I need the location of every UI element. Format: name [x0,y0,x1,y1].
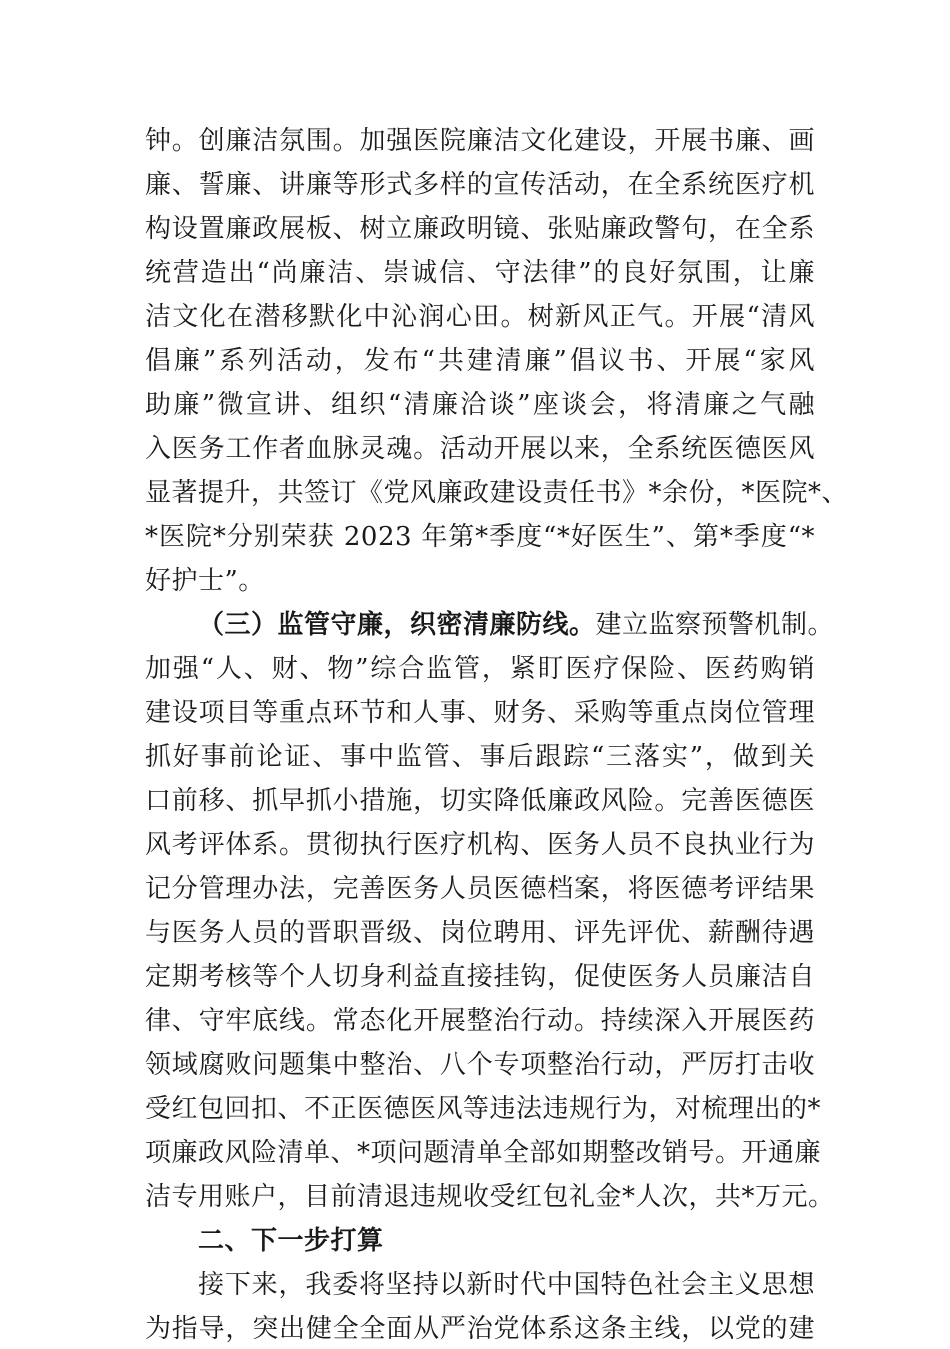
text-line: 口前移、抓早抓小措施，切实降低廉政风险。完善医德医 [145,786,815,816]
text-line: 加强“人、财、物”综合监管，紧盯医疗保险、医药购销 [145,654,815,684]
text-line: 廉、誓廉、讲廉等形式多样的宣传活动，在全系统医疗机 [145,170,815,200]
text-line: 项廉政风险清单、*项问题清单全部如期整改销号。开通廉 [145,1138,822,1168]
text-line: 风考评体系。贯彻执行医疗机构、医务人员不良执业行为 [145,830,815,860]
section-heading: 二、下一步打算 [198,1226,384,1256]
text-line: 定期考核等个人切身利益直接挂钩，促使医务人员廉洁自 [145,962,815,992]
text-line: 洁文化在潜移默化中沁润心田。树新风正气。开展“清风 [145,302,815,332]
text-line: 统营造出“尚廉洁、崇诚信、守法律”的良好氛围，让廉 [145,258,815,288]
text-line: 钟。创廉洁氛围。加强医院廉洁文化建设，开展书廉、画 [145,126,815,156]
text-line: 入医务工作者血脉灵魂。活动开展以来，全系统医德医风 [145,434,815,464]
text-line: 好护士”。 [145,566,265,596]
text-line: 构设置廉政展板、树立廉政明镜、张贴廉政警句，在全系 [145,214,815,244]
text-line: 助廉”微宣讲、组织“清廉洽谈”座谈会，将清廉之气融 [145,390,815,420]
text-line: 倡廉”系列活动，发布“共建清廉”倡议书、开展“家风 [145,346,815,376]
text-line: 受红包回扣、不正医德医风等违法违规行为，对梳理出的* [145,1094,822,1124]
text-line: 建设项目等重点环节和人事、财务、采购等重点岗位管理 [145,698,815,728]
text-line: 记分管理办法，完善医务人员医德档案，将医德考评结果 [145,874,815,904]
text-line: 为指导，突出健全全面从严治党体系这条主线，以党的建 [145,1314,815,1344]
text-line: 抓好事前论证、事中监管、事后跟踪“三落实”，做到关 [145,742,815,772]
text-line: 显著提升，共签订《党风廉政建设责任书》*余份，*医院*、 [145,478,849,508]
text-line: 律、守牢底线。常态化开展整治行动。持续深入开展医药 [145,1006,815,1036]
text-line: *医院*分别荣获 2023 年第*季度“*好医生”、第*季度“* [145,522,815,552]
text-line: 洁专用账户，目前清退违规收受红包礼金*人次，共*万元。 [145,1182,835,1212]
paragraph-first-line: 接下来，我委将坚持以新时代中国特色社会主义思想 [198,1270,815,1300]
subsection-heading: （三）监管守廉，织密清廉防线。 [198,610,596,640]
text-fragment: 建立监察预警机制。 [595,610,835,640]
paragraph-first-line [198,605,835,645]
text-line: 与医务人员的晋职晋级、岗位聘用、评先评优、薪酬待遇 [145,918,815,948]
text-line: 领域腐败问题集中整治、八个专项整治行动，严厉打击收 [145,1050,815,1080]
